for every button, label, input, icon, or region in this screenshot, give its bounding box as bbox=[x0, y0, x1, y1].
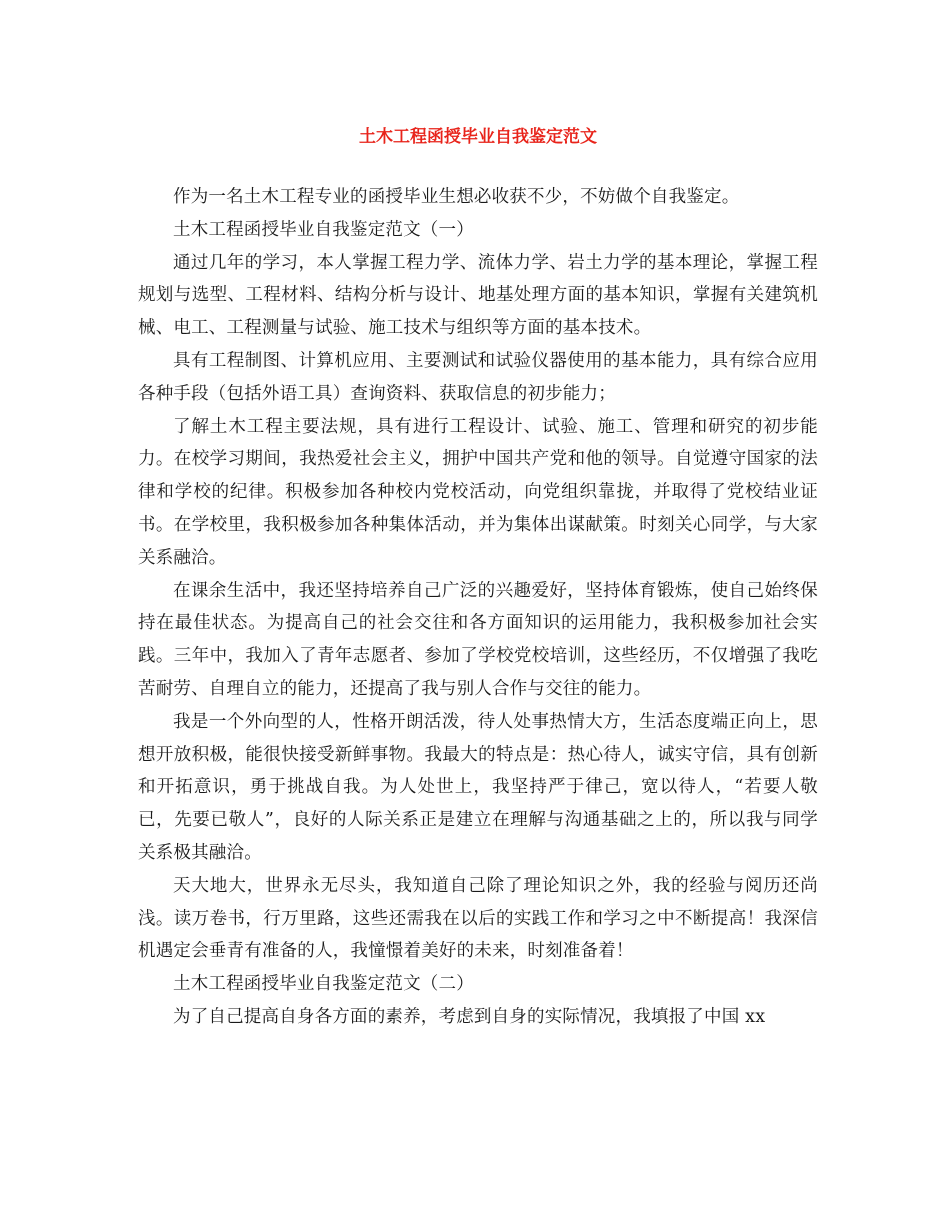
document-title: 土木工程函授毕业自我鉴定范文 bbox=[359, 127, 597, 147]
paragraph: 了解土木工程主要法规，具有进行工程设计、试验、施工、管理和研究的初步能力。在校学习期间，我热爱社会主义，拥护中国共产党和他的领导。自觉遵守国家的法律和学校的纪律。积极参加各种校内党校活动，向党组织靠拢，并取得了党校结业证书。在学校里，我积极参加各种集体活动，并为集体出谋献策。时刻关心同学，与大家关系融洽。 bbox=[138, 416, 818, 568]
paragraph-intro: 作为一名土木工程专业的函授毕业生想必收获不少，不妨做个自我鉴定。 bbox=[173, 187, 740, 207]
paragraph: 在课余生活中，我还坚持培养自己广泛的兴趣爱好，坚持体育锻炼，使自己始终保持在最佳状态。为提高自己的社会交往和各方面知识的运用能力，我积极参加社会实践。三年中，我加入了青年志愿者、参加了学校党校培训，这些经历，不仅增强了我吃苦耐劳、自理自立的能力，还提高了我与别人合作与交往的能力。 bbox=[138, 580, 818, 699]
paragraph: 我是一个外向型的人，性格开朗活泼，待人处事热情大方，生活态度端正向上，思想开放积极，能很快接受新鲜事物。我最大的特点是：热心待人，诚实守信，具有创新和开拓意识，勇于挑战自我。为人处世上，我坚持严于律己，宽以待人，“若要人敬已，先要已敬人”，良好的人际关系正是建立在理解与沟通基础之上的，所以我与同学关系极其融洽。 bbox=[138, 711, 818, 863]
section-heading-1: 土木工程函授毕业自我鉴定范文（一） bbox=[173, 219, 474, 240]
section-heading-2: 土木工程函授毕业自我鉴定范文（二） bbox=[173, 974, 474, 995]
paragraph: 天大地大，世界永无尽头，我知道自己除了理论知识之外，我的经验与阅历还尚浅。读万卷书，行万里路，这些还需我在以后的实践工作和学习之中不断提高！我深信机遇定会垂青有准备的人，我憧憬着美好的未来，时刻准备着！ bbox=[138, 875, 818, 962]
paragraph: 通过几年的学习，本人掌握工程力学、流体力学、岩土力学的基本理论，掌握工程规划与选型、工程材料、结构分析与设计、地基处理方面的基本知识，掌握有关建筑机械、电工、工程测量与试验、施工技术与组织等方面的基本技术。 bbox=[138, 252, 818, 339]
paragraph: 具有工程制图、计算机应用、主要测试和试验仪器使用的基本能力，具有综合应用各种手段（包括外语工具）查询资料、获取信息的初步能力； bbox=[138, 350, 818, 404]
paragraph: 为了自己提高自身各方面的素养，考虑到自身的实际情况，我填报了中国 xx bbox=[173, 1006, 766, 1027]
document-body bbox=[138, 181, 818, 1034]
